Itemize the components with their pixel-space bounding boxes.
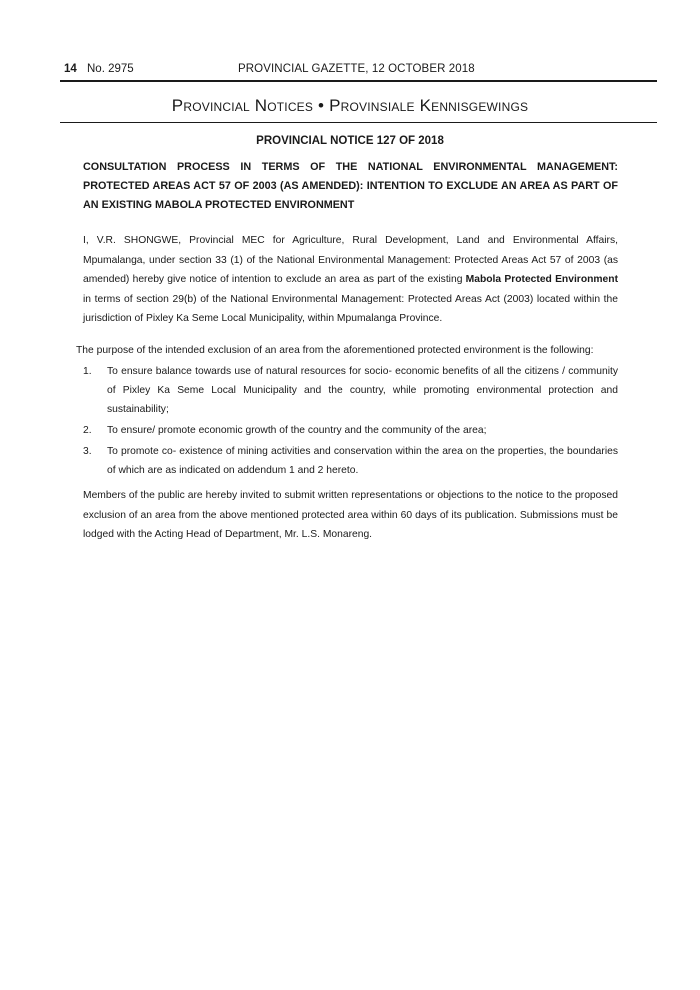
mabola-protected-environment: Mabola Protected Environment — [465, 274, 618, 285]
notice-subject: CONSULTATION PROCESS IN TERMS OF THE NATIONAL ENVIRONMENTAL MANAGEMENT: PROTECTED AREAS ACT 57 OF 2003 (AS AMENDED): INTENTION TO EXCLUDE AN AREA AS PART OF AN EXISTING MABOLA PROTECTED ENVIRONMENT — [83, 161, 618, 211]
para1-text-b: in terms of section 29(b) of the National Environmental Management: Protected Areas Act (2003) located within the jurisdiction of Pixley Ka Seme Local Municipality, within Mpumalanga Province. — [83, 293, 618, 324]
list-item — [83, 421, 618, 440]
list-item-number: 3. — [83, 446, 92, 457]
page-number: 14 — [64, 63, 77, 75]
list-item — [83, 442, 618, 480]
notice-paragraph-intent — [83, 231, 618, 329]
closing-paragraph: Members of the public are hereby invited to submit written representations or objections to the notice to the proposed exclusion of an area from the above mentioned protected area within 60 days of its publication. Submissions must be lodged with the Acting Head of Department, Mr. L.S. Monareng. — [83, 490, 618, 540]
purpose-intro: The purpose of the intended exclusion of an area from the aforementioned protected environment is the following: — [76, 345, 594, 356]
list-item-text: To ensure/ promote economic growth of the country and the community of the area; — [107, 425, 487, 436]
list-item-text: To ensure balance towards use of natural resources for socio- economic benefits of all the citizens / community of Pixley Ka Seme Local Municipality and the country, while promoting environmental protection and sustainability; — [107, 366, 618, 415]
list-item-number: 2. — [83, 425, 92, 436]
notice-number: PROVINCIAL NOTICE 127 OF 2018 — [256, 135, 444, 147]
section-rule — [60, 122, 657, 123]
list-item-number: 1. — [83, 366, 92, 377]
section-title: Provincial Notices • Provinsiale Kennisgewings — [171, 96, 529, 115]
list-item — [83, 362, 618, 419]
gazette-title-date: PROVINCIAL GAZETTE, 12 OCTOBER 2018 — [238, 63, 475, 75]
para1-text-a: I, V.R. SHONGWE, Provincial MEC for Agriculture, Rural Development, Land and Environmental Affairs, Mpumalanga, under section 33 (1) of the National Environmental Management: Protected Areas Act 57 of 2003 (as amended) hereby give notice of intention to exclude an area as part of the existing — [83, 235, 618, 285]
header-rule — [60, 80, 657, 82]
issue-number: No. 2975 — [87, 63, 134, 75]
running-header — [60, 63, 657, 79]
objectives-list — [83, 362, 618, 482]
list-item-text: To promote co- existence of mining activities and conservation within the area on the properties, the boundaries of which are as indicated on addendum 1 and 2 hereto. — [107, 446, 618, 476]
